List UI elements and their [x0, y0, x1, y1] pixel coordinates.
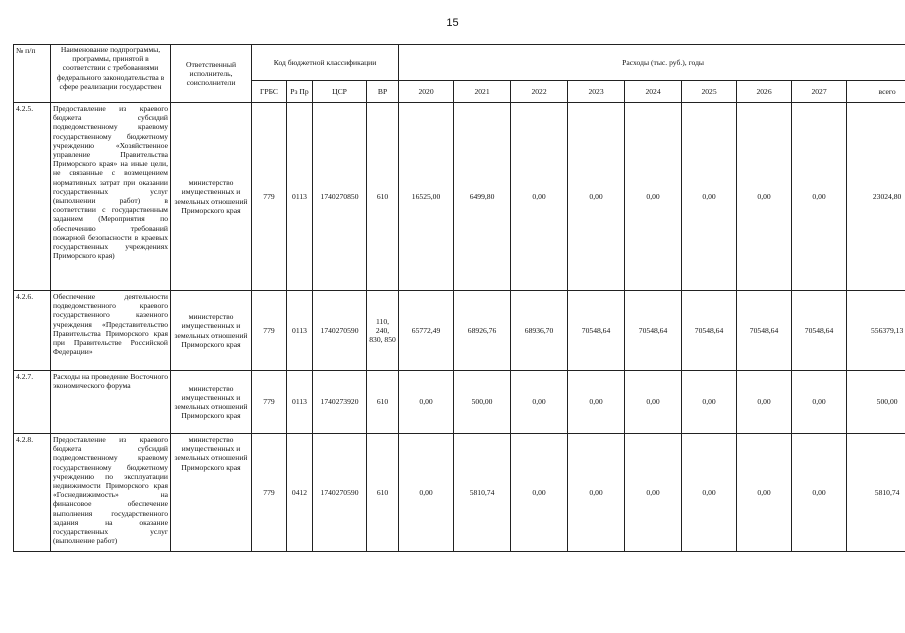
row-value: 0,00: [625, 434, 682, 552]
row-value: 68926,76: [454, 291, 511, 371]
row-rzpr: 0113: [287, 291, 313, 371]
table-row: [14, 291, 905, 371]
row-value: 0,00: [792, 371, 847, 434]
row-total: 23024,80: [847, 103, 905, 291]
row-value: 70548,64: [625, 291, 682, 371]
header-year: 2022: [511, 81, 568, 103]
row-grbs: 779: [252, 103, 287, 291]
row-executor: министерство имущественных и земельных отношений Приморского края: [171, 434, 252, 552]
page-number: 15: [446, 17, 459, 29]
row-value: 500,00: [454, 371, 511, 434]
table-row: [14, 371, 905, 434]
row-value: 0,00: [568, 434, 625, 552]
row-value: 0,00: [511, 103, 568, 291]
header-year: 2026: [737, 81, 792, 103]
row-vr: 610: [367, 434, 399, 552]
header-total: всего: [847, 81, 905, 103]
row-value: 70548,64: [568, 291, 625, 371]
row-value: 0,00: [625, 371, 682, 434]
header-vr: ВР: [367, 81, 399, 103]
table-row: [14, 434, 905, 552]
row-name: Расходы на проведение Восточного экономического форума: [51, 371, 171, 434]
row-value: 70548,64: [682, 291, 737, 371]
row-value: 0,00: [682, 103, 737, 291]
row-value: 0,00: [625, 103, 682, 291]
row-value: 68936,70: [511, 291, 568, 371]
row-value: 0,00: [511, 434, 568, 552]
row-vr: 610: [367, 103, 399, 291]
table-row: [14, 103, 905, 291]
row-vr: 110, 240, 830, 850: [367, 291, 399, 371]
row-vr: 610: [367, 371, 399, 434]
row-csr: 1740270590: [313, 434, 367, 552]
row-num: 4.2.5.: [14, 103, 51, 291]
row-total: 556379,13: [847, 291, 905, 371]
header-rzpr: Рз Пр: [287, 81, 313, 103]
row-value: 0,00: [399, 371, 454, 434]
row-value: 0,00: [737, 371, 792, 434]
header-year: 2027: [792, 81, 847, 103]
row-grbs: 779: [252, 371, 287, 434]
row-executor: министерство имущественных и земельных отношений Приморского края: [171, 371, 252, 434]
row-rzpr: 0412: [287, 434, 313, 552]
header-year: 2021: [454, 81, 511, 103]
row-num: 4.2.7.: [14, 371, 51, 434]
row-value: 6499,80: [454, 103, 511, 291]
row-rzpr: 0113: [287, 103, 313, 291]
row-total: 500,00: [847, 371, 905, 434]
row-csr: 1740273920: [313, 371, 367, 434]
row-value: 0,00: [792, 434, 847, 552]
header-expenses: Расходы (тыс. руб.), годы: [399, 45, 905, 81]
row-value: 0,00: [511, 371, 568, 434]
row-value: 0,00: [682, 434, 737, 552]
header-name: [51, 45, 171, 103]
row-rzpr: 0113: [287, 371, 313, 434]
budget-table: [13, 44, 905, 552]
row-value: 0,00: [792, 103, 847, 291]
row-executor: министерство имущественных и земельных отношений Приморского края: [171, 103, 252, 291]
header-year: 2024: [625, 81, 682, 103]
header-year: 2020: [399, 81, 454, 103]
row-name: Предоставление из краевого бюджета субсидий подведомственному краевому государственному бюджетному учреждению «Хозяйственное управление Правительства Приморского края» на иные цели, не связанные с возмещением нормативных затрат при оказании государственных услуг (выполнении работ) в соответствии с государственным заданием (Мероприятия по обеспечению требований пожарной безопасности в краевых государственных учреждениях Приморского края): [51, 103, 171, 291]
header-year: 2023: [568, 81, 625, 103]
row-value: 0,00: [737, 103, 792, 291]
row-value: 5810,74: [454, 434, 511, 552]
row-value: 0,00: [399, 434, 454, 552]
row-num: 4.2.8.: [14, 434, 51, 552]
row-value: 0,00: [737, 434, 792, 552]
row-grbs: 779: [252, 291, 287, 371]
row-name: Предоставление из краевого бюджета субсидий подведомственному краевому государственному бюджетному учреждению по эксплуатации недвижимости Приморского края «Госнедвижимость» на финансовое обеспечение выполнения государственного задания на оказание государственных услуг (выполнение работ): [51, 434, 171, 552]
row-value: 16525,00: [399, 103, 454, 291]
row-grbs: 779: [252, 434, 287, 552]
row-value: 65772,49: [399, 291, 454, 371]
row-csr: 1740270590: [313, 291, 367, 371]
header-year: 2025: [682, 81, 737, 103]
row-csr: 1740270850: [313, 103, 367, 291]
header-grbs: ГРБС: [252, 81, 287, 103]
row-value: 0,00: [682, 371, 737, 434]
row-total: 5810,74: [847, 434, 905, 552]
row-value: 70548,64: [737, 291, 792, 371]
row-name: Обеспечение деятельности подведомственного краевого государственного казенного учреждения «Представительство Правительства Приморского края при Правительстве Российской Федерации»: [51, 291, 171, 371]
header-executor: Ответственный исполнитель, соисполнители: [171, 45, 252, 103]
header-num: № п/п: [14, 45, 51, 103]
row-value: 0,00: [568, 371, 625, 434]
header-row-1: [14, 45, 905, 81]
row-value: 0,00: [568, 103, 625, 291]
row-value: 70548,64: [792, 291, 847, 371]
row-num: 4.2.6.: [14, 291, 51, 371]
header-budget-code: Код бюджетной классификации: [252, 45, 399, 81]
header-csr: ЦСР: [313, 81, 367, 103]
row-executor: министерство имущественных и земельных отношений Приморского края: [171, 291, 252, 371]
header-name-text: Наименование подпрограммы, программы, принятой в соответствии с требованиями федерального законодательства в сфере реализации государствен: [56, 45, 165, 91]
